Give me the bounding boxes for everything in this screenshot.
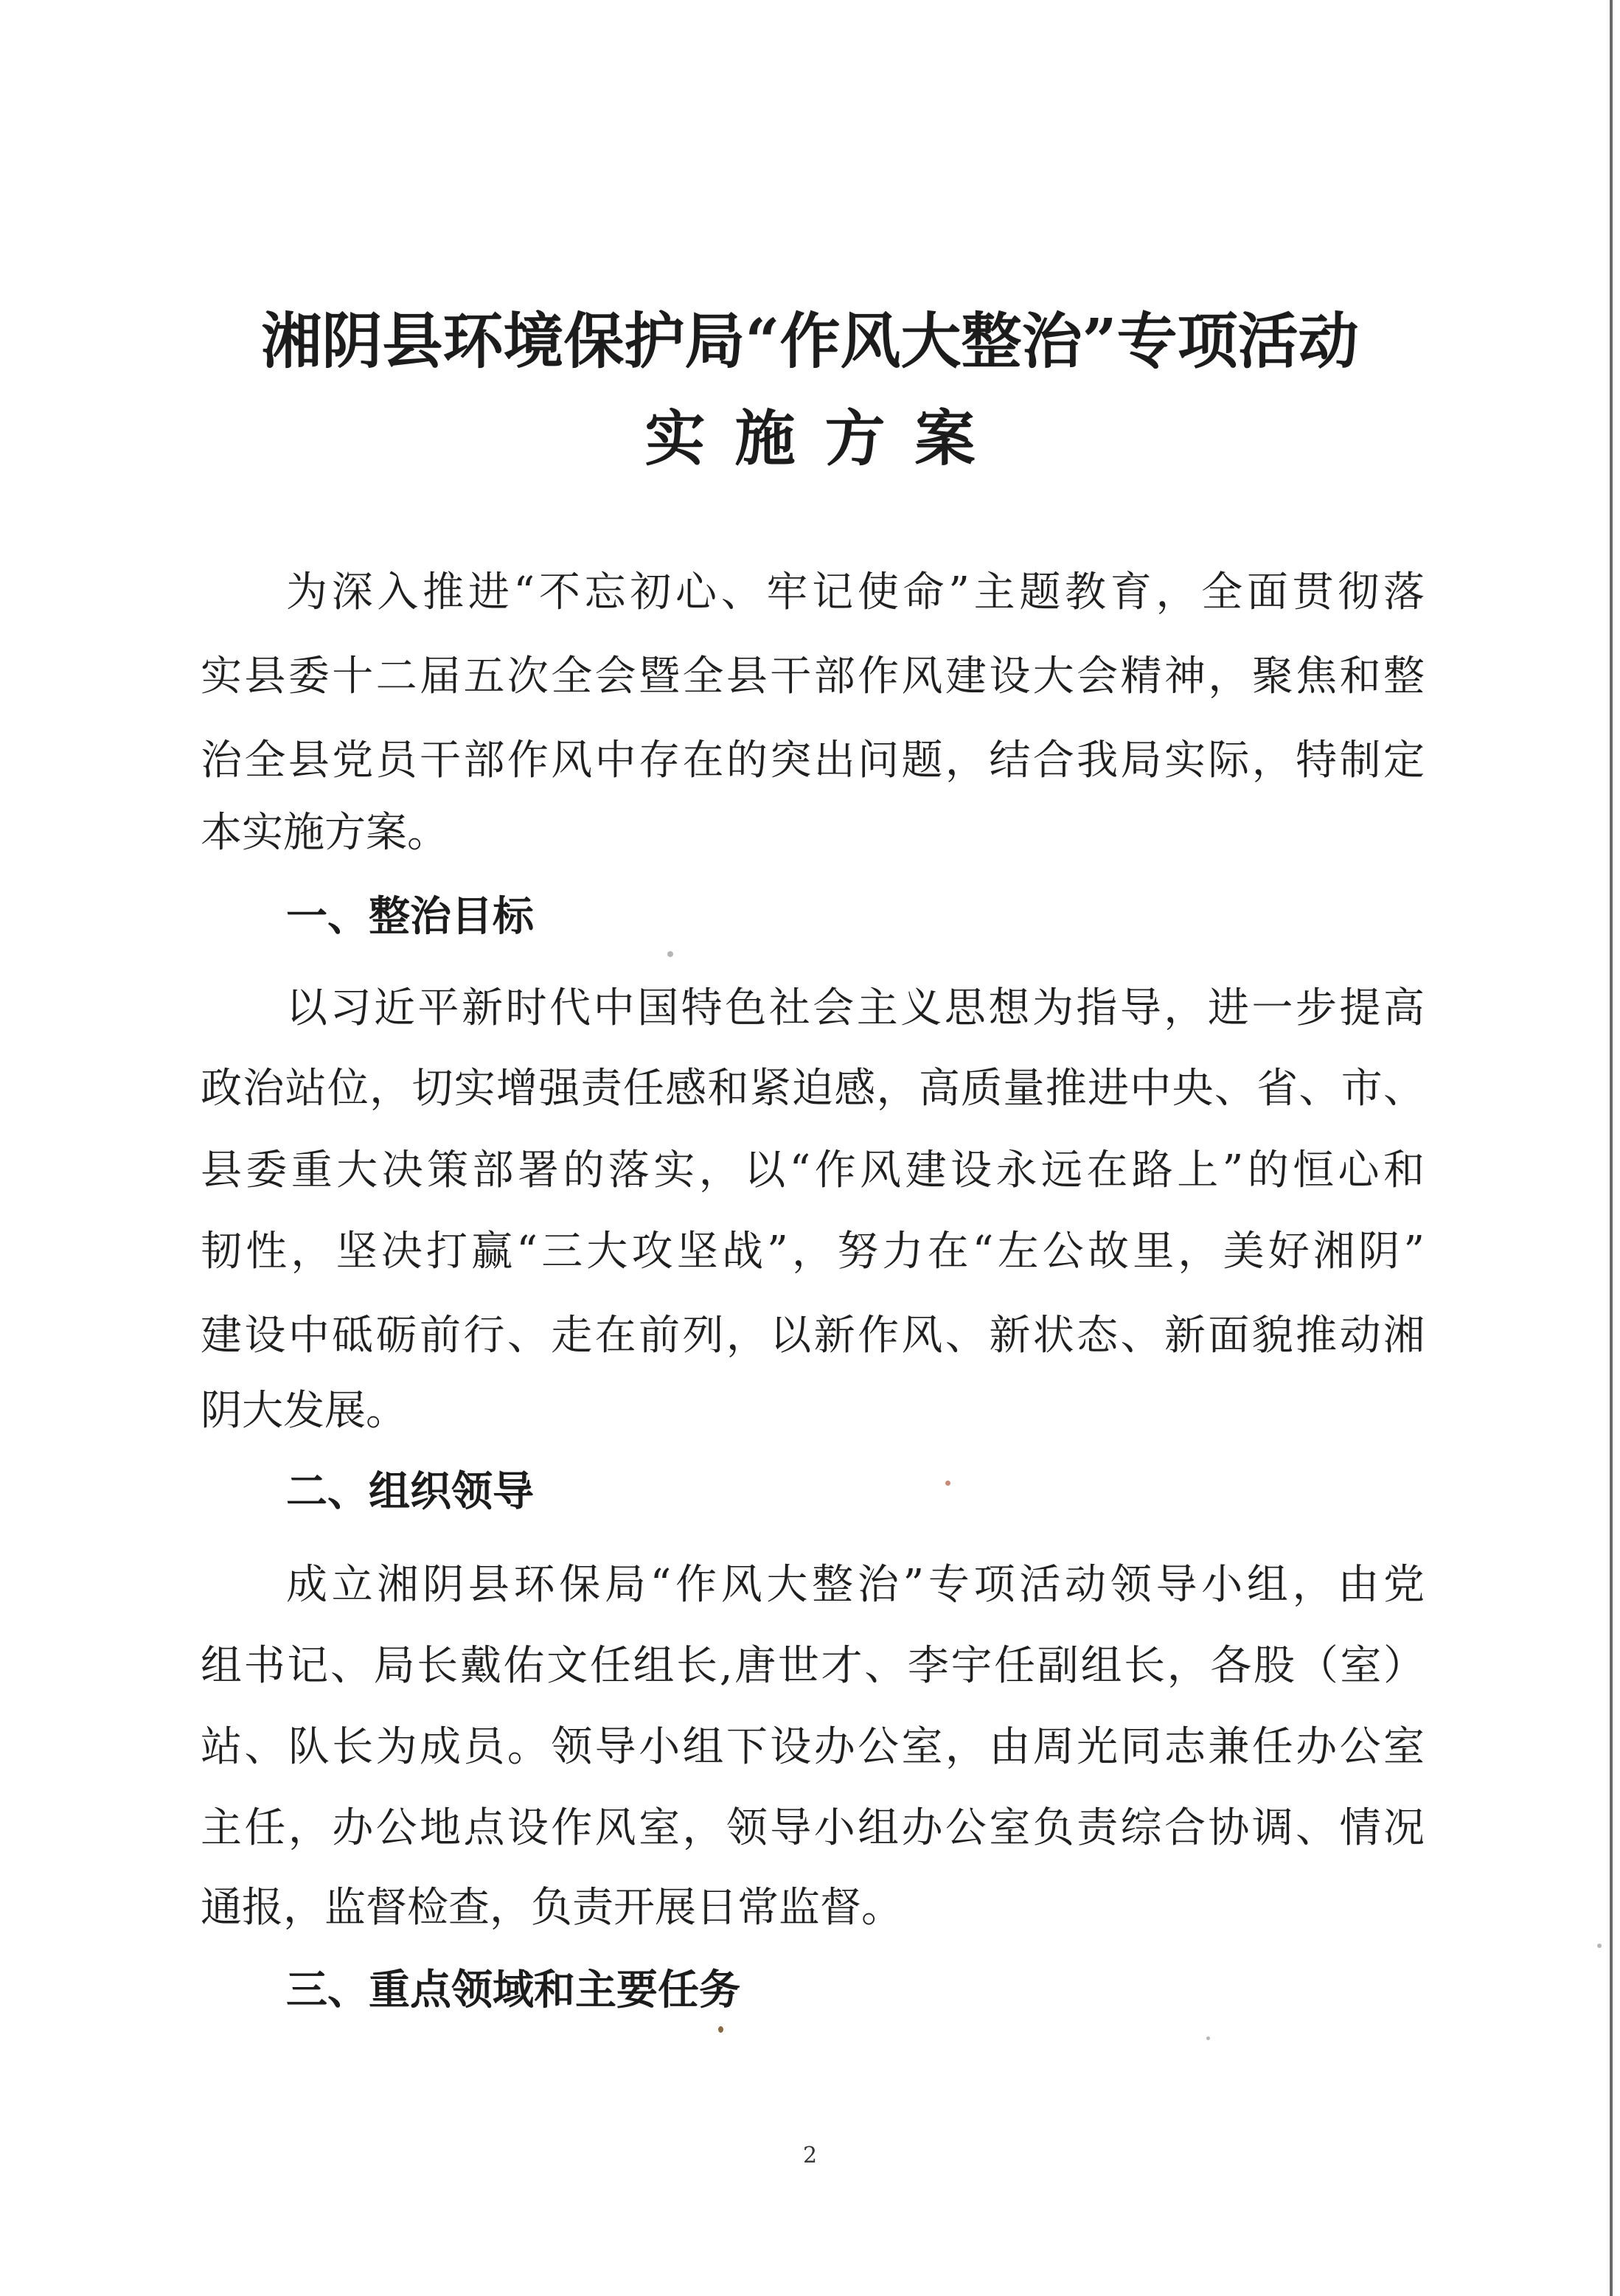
scan-speck [718,2026,723,2033]
section1-line-3: 县委重大决策部署的落实，以“作风建设永远在路上”的恒心和 [201,1147,1425,1194]
document-title-line-2: 实施方案 [644,403,1005,474]
intro-line-1: 为深入推进“不忘初心、牢记使命”主题教育，全面贯彻落 [286,568,1425,616]
page-number: 2 [802,2143,818,2168]
section1-line-4: 韧性，坚决打赢“三大攻坚战”，努力在“左公故里，美好湘阴” [201,1228,1425,1276]
scan-speck [1206,2036,1210,2040]
scan-speck [667,951,673,957]
section1-line-5: 建设中砥砺前行、走在前列，以新作风、新状态、新面貌推动湘 [201,1312,1425,1360]
section-heading-organization: 二、组织领导 [286,1468,534,1516]
intro-line-2: 实县委十二届五次全会暨全县干部作风建设大会精神，聚焦和整 [201,653,1425,700]
section2-line-2: 组书记、局长戴佑文任组长,唐世才、李宇任副组长，各股（室） [201,1642,1425,1690]
section2-line-1: 成立湘阴县环保局“作风大整治”专项活动领导小组，由党 [286,1561,1425,1609]
document-title-line-1: 湘阴县环境保护局“作风大整治”专项活动 [261,306,1359,377]
section-heading-goals: 一、整治目标 [286,893,534,941]
section1-line-6: 阴大发展。 [201,1387,407,1435]
scan-speck [1597,1944,1602,1948]
section1-line-1: 以习近平新时代中国特色社会主义思想为指导，进一步提高 [286,984,1425,1032]
section2-line-3: 站、队长为成员。领导小组下设办公室，由周光同志兼任办公室 [201,1723,1425,1771]
section2-line-5: 通报，监督检查，负责开展日常监督。 [201,1884,903,1932]
section2-line-4: 主任，办公地点设作风室，领导小组办公室负责综合协调、情况 [201,1804,1425,1852]
intro-line-3: 治全县党员干部作风中存在的突出问题，结合我局实际，特制定 [201,737,1425,785]
scan-speck [945,1481,950,1486]
section-heading-tasks: 三、重点领域和主要任务 [286,1966,740,2014]
section1-line-2: 政治站位，切实增强责任感和紧迫感，高质量推进中央、省、市、 [201,1065,1425,1113]
intro-line-4: 本实施方案。 [201,809,448,857]
